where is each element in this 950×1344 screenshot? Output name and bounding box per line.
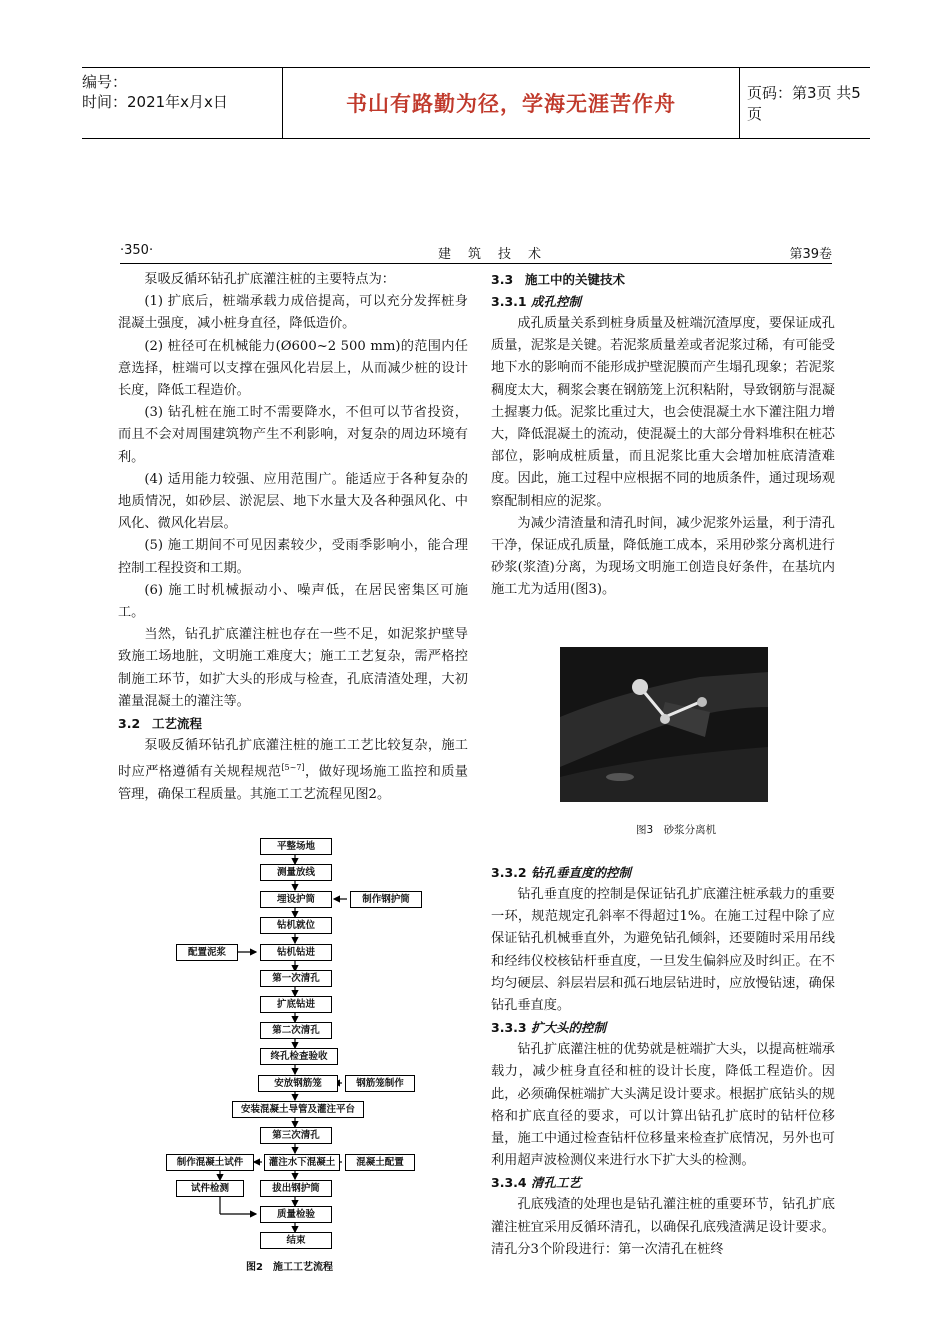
left-column <box>118 269 468 806</box>
paragraph: (1) 扩底后，桩端承载力成倍提高，可以充分发挥桩身混凝土强度，减小桩身直径，降低造价。 <box>118 294 468 332</box>
flow-side-step: 制作钢护筒 <box>350 891 422 908</box>
flow-step: 钻机钻进 <box>260 944 332 961</box>
document-header <box>82 67 870 139</box>
flow-step: 钻机就位 <box>260 917 332 934</box>
subsection-heading: 3.3.1 成孔控制 <box>491 294 582 309</box>
right-column <box>491 269 835 602</box>
journal-name: 建 筑 技 术 <box>438 247 544 262</box>
flow-side-step: 钢筋笼制作 <box>345 1075 415 1092</box>
header-motto: 书山有路勤为径，学海无涯苦作舟 <box>282 68 740 138</box>
header-meta <box>82 68 282 142</box>
page-label: 页码：第3页 共5页 <box>747 84 861 123</box>
paragraph: 泵吸反循环钻孔扩底灌注桩的施工工艺比较复杂，施工时应严格遵循有关规程规范[5~7]，做好现场施工监控和质量管理，确保工程质量。其施工工艺流程见图2。 <box>118 738 468 802</box>
separator-photo <box>560 647 768 802</box>
paragraph: 孔底残渣的处理也是钻孔灌注桩的重要环节，钻孔扩底灌注桩宜采用反循环清孔，以确保孔底残渣满足设计要求。清孔分3个阶段进行：第一次清孔在桩终 <box>491 1197 835 1257</box>
section-heading: 3.3 施工中的关键技术 <box>491 272 626 287</box>
flow-side-step: 制作混凝土试件 <box>166 1154 254 1171</box>
flow-side-step: 配置泥浆 <box>176 944 238 961</box>
paragraph: (4) 适用能力较强、应用范围广。能适应于各种复杂的地质情况，如砂层、淤泥层、地下水量大及各种强风化、中风化、微风化岩层。 <box>118 471 468 532</box>
paragraph: (6) 施工时机械振动小、噪声低，在居民密集区可施工。 <box>118 582 468 621</box>
subsection-heading: 3.3.3 扩大头的控制 <box>491 1020 607 1036</box>
flow-step: 第二次清孔 <box>260 1022 332 1039</box>
paragraph: 为减少清渣量和清孔时间，减少泥浆外运量，利于清孔干净，保证成孔质量，降低施工成本，采用砂浆分离机进行砂浆(浆渣)分离，为现场文明施工创造良好条件，在基坑内施工尤为适用(图3)。 <box>491 515 835 598</box>
flow-step: 扩底钻进 <box>260 996 332 1013</box>
sand-separator-machine-image <box>560 647 768 802</box>
flow-step: 结束 <box>260 1232 332 1249</box>
figure-caption: 图3 砂浆分离机 <box>636 824 717 836</box>
subsection-heading: 3.3.4 清孔工艺 <box>491 1175 582 1191</box>
flow-step: 第三次清孔 <box>260 1127 332 1144</box>
flow-step: 终孔检查验收 <box>260 1048 338 1065</box>
section-heading: 3.2 工艺流程 <box>118 716 203 732</box>
paragraph: 成孔质量关系到桩身质量及桩端沉渣厚度，要保证成孔质量，泥浆是关键。若泥浆质量差或者泥浆过稀，有可能受地下水的影响而不能形成护壁泥膜而产生塌孔现象；若泥浆稠度太大，稠浆会裹在钢筋笼上沉积粘附，导致钢筋与混凝土握裹力低。泥浆比重过大，也会使混凝土水下灌注阻力增大，降低混凝土的流动，使混凝土的大部分骨料堆积在桩芯部位，影响成桩质量，而且泥浆比重大会增加桩底清渣难度。因此，施工过程中应根据不同的地质条件，通过现场观察配制相应的泥浆。 <box>491 316 835 509</box>
date-label: 时间：2021年x月x日 <box>82 93 228 111</box>
paragraph: 钻孔垂直度的控制是保证钻孔扩底灌注桩承载力的重要一环，规范规定孔斜率不得超过1%。在施工过程中除了应保证钻孔机械垂直外，为避免钻孔倾斜，还要随时采用吊线和经纬仪校核钻杆垂直度，一旦发生偏斜应及时纠正。在不均匀硬层、斜层岩层和孤石地层钻进时，应放慢钻速，确保钻孔垂直度。 <box>491 887 835 1014</box>
flow-side-step: 混凝土配置 <box>345 1154 415 1171</box>
paragraph: (5) 施工期间不可见因素较少，受雨季影响小，能合理控制工程投资和工期。 <box>118 538 468 576</box>
flow-step: 平整场地 <box>260 838 332 855</box>
flow-step: 灌注水下混凝土 <box>264 1154 340 1171</box>
volume-label: 第39卷 <box>789 247 832 262</box>
subsection-heading: 3.3.2 钻孔垂直度的控制 <box>491 865 632 880</box>
figure-caption: 图2 施工工艺流程 <box>246 1262 333 1273</box>
paragraph: 泵吸反循环钻孔扩底灌注桩的主要特点为： <box>144 272 395 287</box>
flow-step: 安装混凝土导管及灌注平台 <box>232 1101 364 1118</box>
running-head <box>120 241 832 264</box>
paragraph: (3) 钻孔桩在施工时不需要降水，不但可以节省投资，而且不会对周围建筑物产生不利影响，对复杂的周边环境有利。 <box>118 405 468 465</box>
flow-side-step: 试件检测 <box>176 1180 244 1197</box>
process-flowchart <box>170 830 460 1280</box>
flow-step: 质量检验 <box>260 1206 332 1223</box>
flow-step: 埋设护筒 <box>260 891 332 908</box>
flow-step: 第一次清孔 <box>260 970 332 987</box>
flow-step: 测量放线 <box>260 864 332 881</box>
citation-ref: [5~7] <box>281 763 305 773</box>
page-number: ·350· <box>120 243 154 258</box>
right-column-lower <box>491 862 835 1261</box>
flow-step: 拔出钢护筒 <box>260 1180 332 1197</box>
number-label: 编号： <box>82 73 128 91</box>
paragraph: (2) 桩径可在机械能力(Ø600~2 500 mm)的范围内任意选择，桩端可以支撑在强风化岩层上，从而减少桩的设计长度，降低工程造价。 <box>118 338 468 399</box>
paragraph: 钻孔扩底灌注桩的优势就是桩端扩大头，以提高桩端承载力，减少桩身直径和桩的设计长度，降低工程造价。因此，必须确保桩端扩大头满足设计要求。根据扩底钻头的规格和扩底直径的要求，可以计算出钻孔扩底时的钻杆位移量，施工中通过检查钻杆位移量来检查扩底情况，另外也可利用超声波检测仪来进行水下扩大头的检测。 <box>491 1042 835 1169</box>
paragraph: 当然，钻孔扩底灌注桩也存在一些不足，如泥浆护壁导致施工场地脏，文明施工难度大；施工工艺复杂，需严格控制施工环节，如扩大头的形成与检查，孔底清渣处理，大初灌量混凝土的灌注等。 <box>118 627 468 709</box>
flow-step: 安放钢筋笼 <box>258 1075 338 1092</box>
